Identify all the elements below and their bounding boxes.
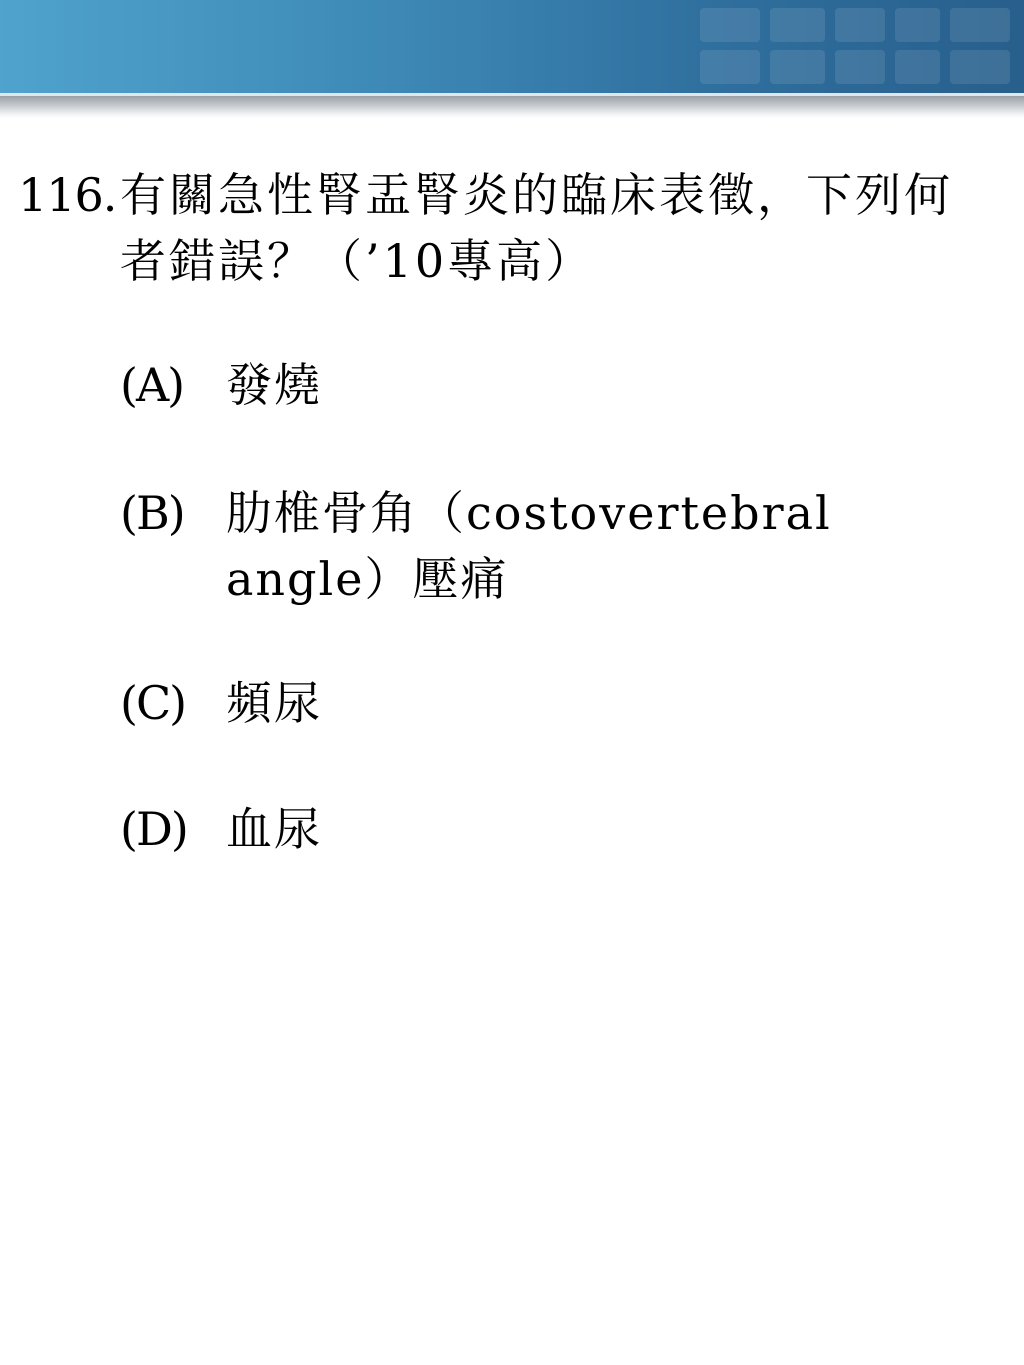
decorative-tile [895,8,940,42]
decorative-tile [950,50,1010,84]
option-label: (A) [120,358,184,412]
option-text: 血尿 [226,802,322,856]
option-label: (B) [120,486,184,540]
question-text: 有關急性腎盂腎炎的臨床表徵，下列何者錯誤？（’10專高） [120,168,953,288]
option-text: 發燒 [226,358,322,412]
option-label: (C) [120,676,186,730]
decorative-tile [700,8,760,42]
header-banner [0,0,1024,93]
decorative-tile [700,50,760,84]
option-text: 肋椎骨角（costovertebral angle）壓痛 [226,486,832,606]
decorative-tile [835,50,885,84]
decorative-tile [835,8,885,42]
decorative-tile [895,50,940,84]
option-label: (D) [120,802,187,856]
decorative-tile [950,8,1010,42]
option-text: 頻尿 [226,676,322,730]
question-number: 116. [18,168,117,222]
decorative-tile [770,8,825,42]
decorative-tile [770,50,825,84]
header-shadow [0,96,1024,118]
